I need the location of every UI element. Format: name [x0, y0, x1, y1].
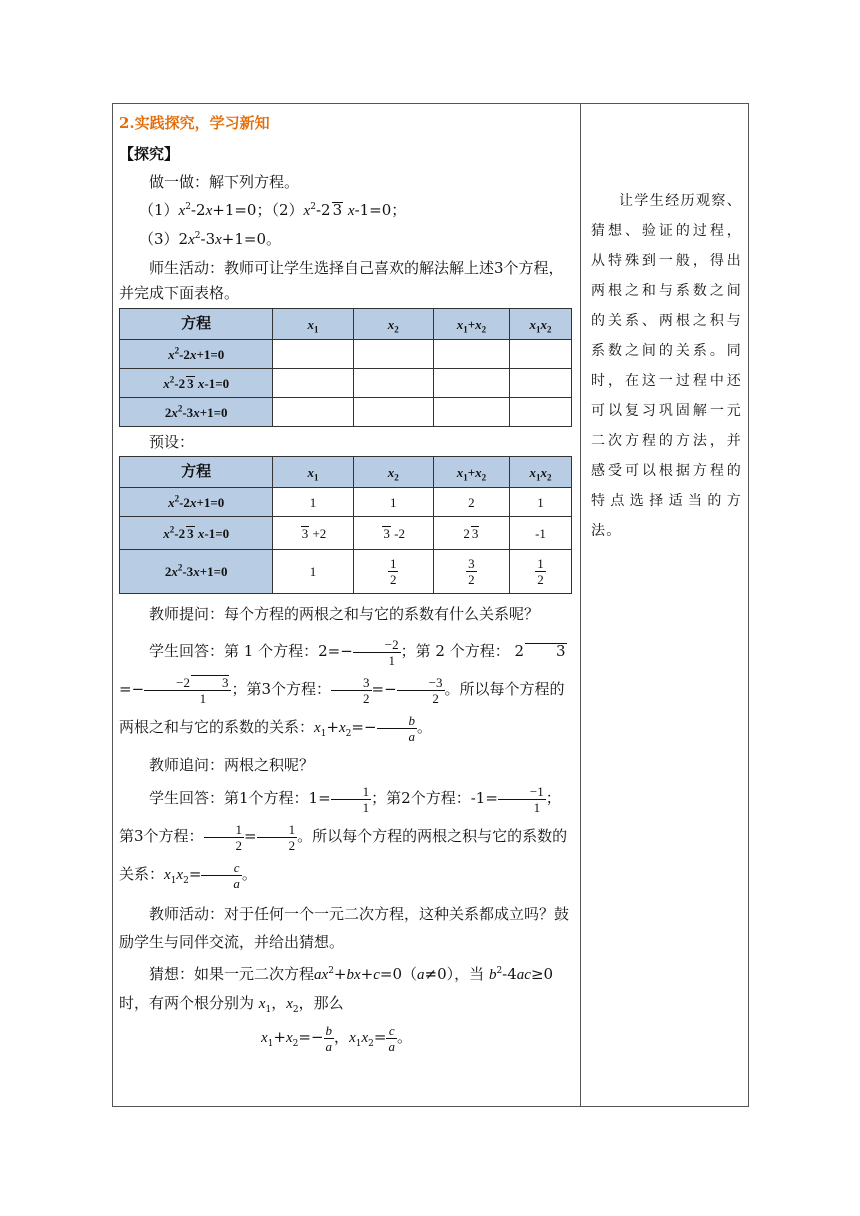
cell-value: 2 3	[433, 517, 509, 550]
student-answer-1: 学生回答：第 1 个方程：2=− $\frac{-2}{1}$ ；第 2 个方程： 2 3 =− $\frac{-2 3}{1}$ ；第3个方程： $\frac{3}{2}$ =− $\frac{-3}{2}$ 。所以每个方程的两根之和与它的系数的关系：$x_1+x_2=-$ $\frac{b}{a}$ 。	[119, 636, 566, 744]
header-product: $x_1x_2$	[510, 309, 572, 340]
preset-label: 预设：	[149, 433, 195, 451]
cell-value: 1	[273, 550, 353, 594]
cell-value: 3 +2	[273, 517, 353, 550]
cell-value: 1	[353, 488, 433, 517]
header-x2: $x_2$	[353, 309, 433, 340]
design-intent-column	[591, 186, 742, 546]
design-intent-text: 让学生经历观察、猜想、验证的过程，从特殊到一般，得出两根之和与系数之间的关系、两根之积与系数之间的关系。同时，在这一过程中还可以复习巩固解一元二次方程的方法，并感受可以根据方程的特点选择适当的方法。	[591, 193, 742, 539]
section-title: 2.实践探究，学习新知	[119, 114, 270, 132]
cell-value: 3 -2	[353, 517, 433, 550]
cell-value: 2	[433, 488, 509, 517]
header-equation: 方程	[120, 309, 273, 340]
explore-tag: 【探究】	[119, 145, 180, 163]
activity-text: 师生活动：教师可让学生选择自己喜欢的解法解上述3个方程，并完成下面表格。	[119, 259, 564, 302]
try-it-line: 做一做：解下列方程。	[149, 173, 300, 191]
cell-value: 1	[273, 488, 353, 517]
equations-line-2: $(3)2x^2-3x+1=0$。	[139, 230, 282, 248]
preset-header-equation: 方程	[120, 457, 273, 488]
row-equation-2: $x^2-2$ 3 x-1=0	[120, 369, 273, 398]
preset-table: 方程 $x_1$ $x_2$ $x_1+x_2$ $x_1x_2$ $x^2-2x+1=0$ 1 1 2 1 $x^2-2$ 3 x-1=0 3 +2 3 -2 2 3 -1 $2x^2-3x+1=0$ 1 $\frac{1}{2}$ $\frac{3}{2}$ $\frac{1}{2}$	[119, 456, 572, 594]
conjecture: 猜想：如果一元二次方程$ax^2+bx+c=0(a\ne 0)$，当 $b^2-4ac\ge 0$时，有两个根分别为 $x_1$，$x_2$，那么	[119, 965, 554, 1015]
header-x1: $x_1$	[273, 309, 353, 340]
cell-value: $\frac{3}{2}$	[433, 550, 509, 594]
teacher-question-1: 教师提问：每个方程的两根之和与它的系数有什么关系呢？	[149, 605, 540, 623]
blank-table	[119, 308, 572, 427]
teacher-question-2: 教师追问：两根之积呢？	[149, 756, 315, 774]
student-answer-2: 学生回答：第1个方程：1= $\frac{1}{1}$ ；第2个方程：-1= $\frac{-1}{1}$ ；第3个方程： $\frac{1}{2}$ = $\frac{1}{2}$ 。所以每个方程的两根之积与它的系数的关系：$x_1x_2=$ $\frac{c}{a}$ 。	[119, 783, 568, 891]
column-divider	[580, 103, 581, 1107]
row-equation-1: $x^2-2x+1=0$	[120, 340, 273, 369]
cell-value: 1	[510, 488, 572, 517]
header-sum: $x_1+x_2$	[433, 309, 509, 340]
cell-value: $\frac{1}{2}$	[353, 550, 433, 594]
teacher-activity: 教师活动：对于任何一个一元二次方程，这种关系都成立吗？鼓励学生与同伴交流，并给出猜想。	[119, 905, 570, 951]
equations-line-1: $(1)x^2-2x+1=0$；$(2)x^2-2$ 3 x-1=0；	[139, 201, 407, 219]
cell-value: $\frac{1}{2}$	[510, 550, 572, 594]
main-column	[119, 108, 574, 1057]
row-equation-3: $2x^2-3x+1=0$	[120, 398, 273, 427]
cell-value: -1	[510, 517, 572, 550]
conjecture-formula: $x_1+x_2=-$ $\frac{b}{a}$ ，$x_1x_2=$ $\frac{c}{a}$ 。	[261, 1022, 412, 1054]
